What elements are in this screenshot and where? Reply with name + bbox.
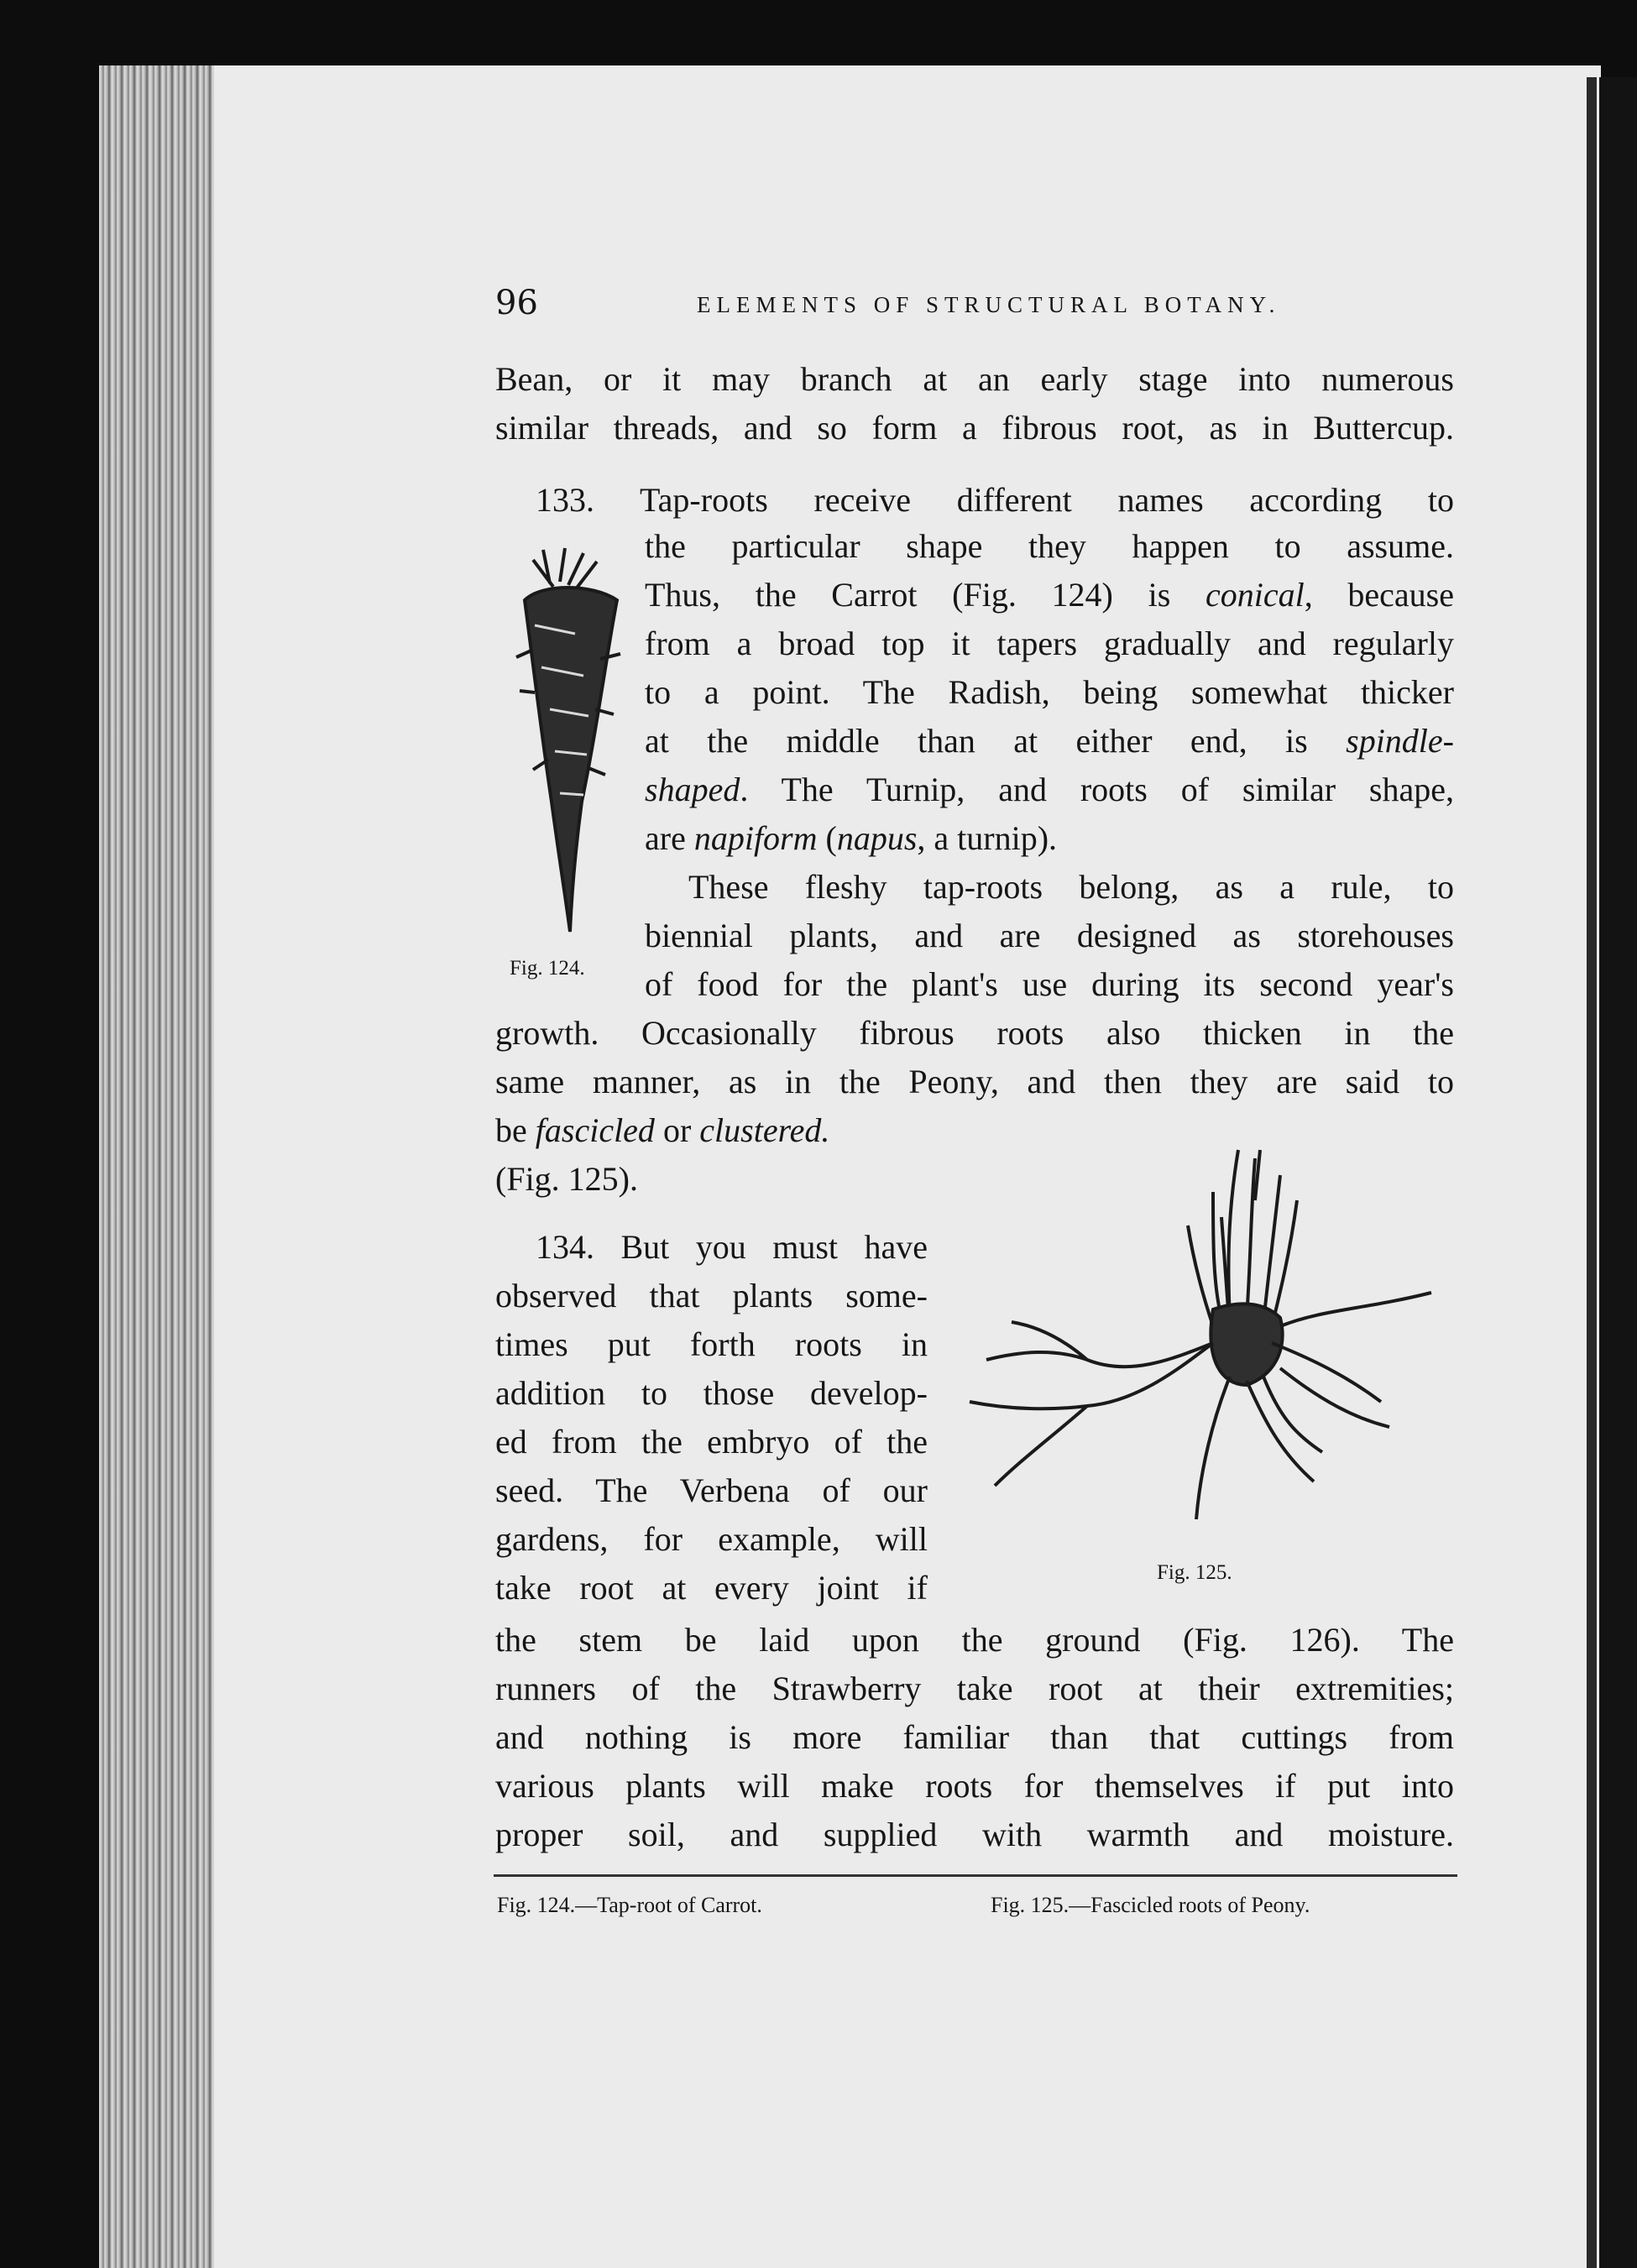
footnote-rule	[494, 1874, 1457, 1877]
text-line: proper soil, and supplied with warmth and moisture.	[495, 1816, 1454, 1853]
text-line: shaped. The Turnip, and roots of similar shape,	[645, 771, 1454, 808]
text-line: of food for the plant's use during its second year's	[645, 965, 1454, 1003]
text-line: to a point. The Radish, being somewhat thicker	[645, 673, 1454, 711]
section-133-start: 133. Tap-roots receive different names according to	[536, 481, 1454, 519]
section-134-start: 134. But you must have	[536, 1228, 928, 1266]
text-line: are napiform (napus, a turnip).	[645, 819, 1058, 857]
fig124-label: Fig. 124.	[510, 957, 585, 980]
text-line: biennial plants, and are designed as storehouses	[645, 917, 1454, 954]
text-line: runners of the Strawberry take root at their extremities;	[495, 1670, 1454, 1707]
text-line: (Fig. 125).	[495, 1160, 638, 1198]
text-line: gardens, for example, will	[495, 1520, 928, 1558]
text-line: take root at every joint if	[495, 1569, 928, 1607]
fig125-label: Fig. 125.	[1157, 1561, 1232, 1584]
text-line: at the middle than at either end, is spindle-	[645, 722, 1454, 760]
running-title: ELEMENTS OF STRUCTURAL BOTANY.	[697, 292, 1281, 317]
text-line: various plants will make roots for themselves if put into	[495, 1767, 1454, 1805]
text-line: similar threads, and so form a fibrous root, as in Buttercup.	[495, 409, 1454, 447]
text-line: addition to those develop-	[495, 1374, 928, 1412]
carrot-taproot-illustration	[516, 550, 634, 936]
text-line: growth. Occasionally fibrous roots also thicken in the	[495, 1014, 1454, 1052]
fig124-caption: Fig. 124.—Tap-root of Carrot.	[497, 1893, 762, 1917]
text-line: Bean, or it may branch at an early stage into numerous	[495, 360, 1454, 398]
text-line: the stem be laid upon the ground (Fig. 126). The	[495, 1621, 1454, 1659]
text-line: from a broad top it tapers gradually and regularly	[645, 624, 1454, 662]
page-number: 96	[495, 284, 538, 322]
text-line: ed from the embryo of the	[495, 1423, 928, 1461]
text-line: These fleshy tap-roots belong, as a rule, to	[688, 868, 1454, 906]
text-line: and nothing is more familiar than that cuttings from	[495, 1718, 1454, 1756]
peony-fascicled-roots-illustration	[961, 1150, 1448, 1553]
text-line: seed. The Verbena of our	[495, 1471, 928, 1509]
text-line: Thus, the Carrot (Fig. 124) is conical, because	[645, 576, 1454, 614]
running-header	[495, 284, 1637, 334]
fig125-caption: Fig. 125.—Fascicled roots of Peony.	[991, 1893, 1310, 1917]
text-line: the particular shape they happen to assume.	[645, 527, 1454, 565]
text-line: be fascicled or clustered.	[495, 1111, 830, 1149]
text-line: times put forth roots in	[495, 1325, 928, 1363]
text-line: same manner, as in the Peony, and then they are said to	[495, 1063, 1454, 1100]
text-line: observed that plants some-	[495, 1277, 928, 1314]
